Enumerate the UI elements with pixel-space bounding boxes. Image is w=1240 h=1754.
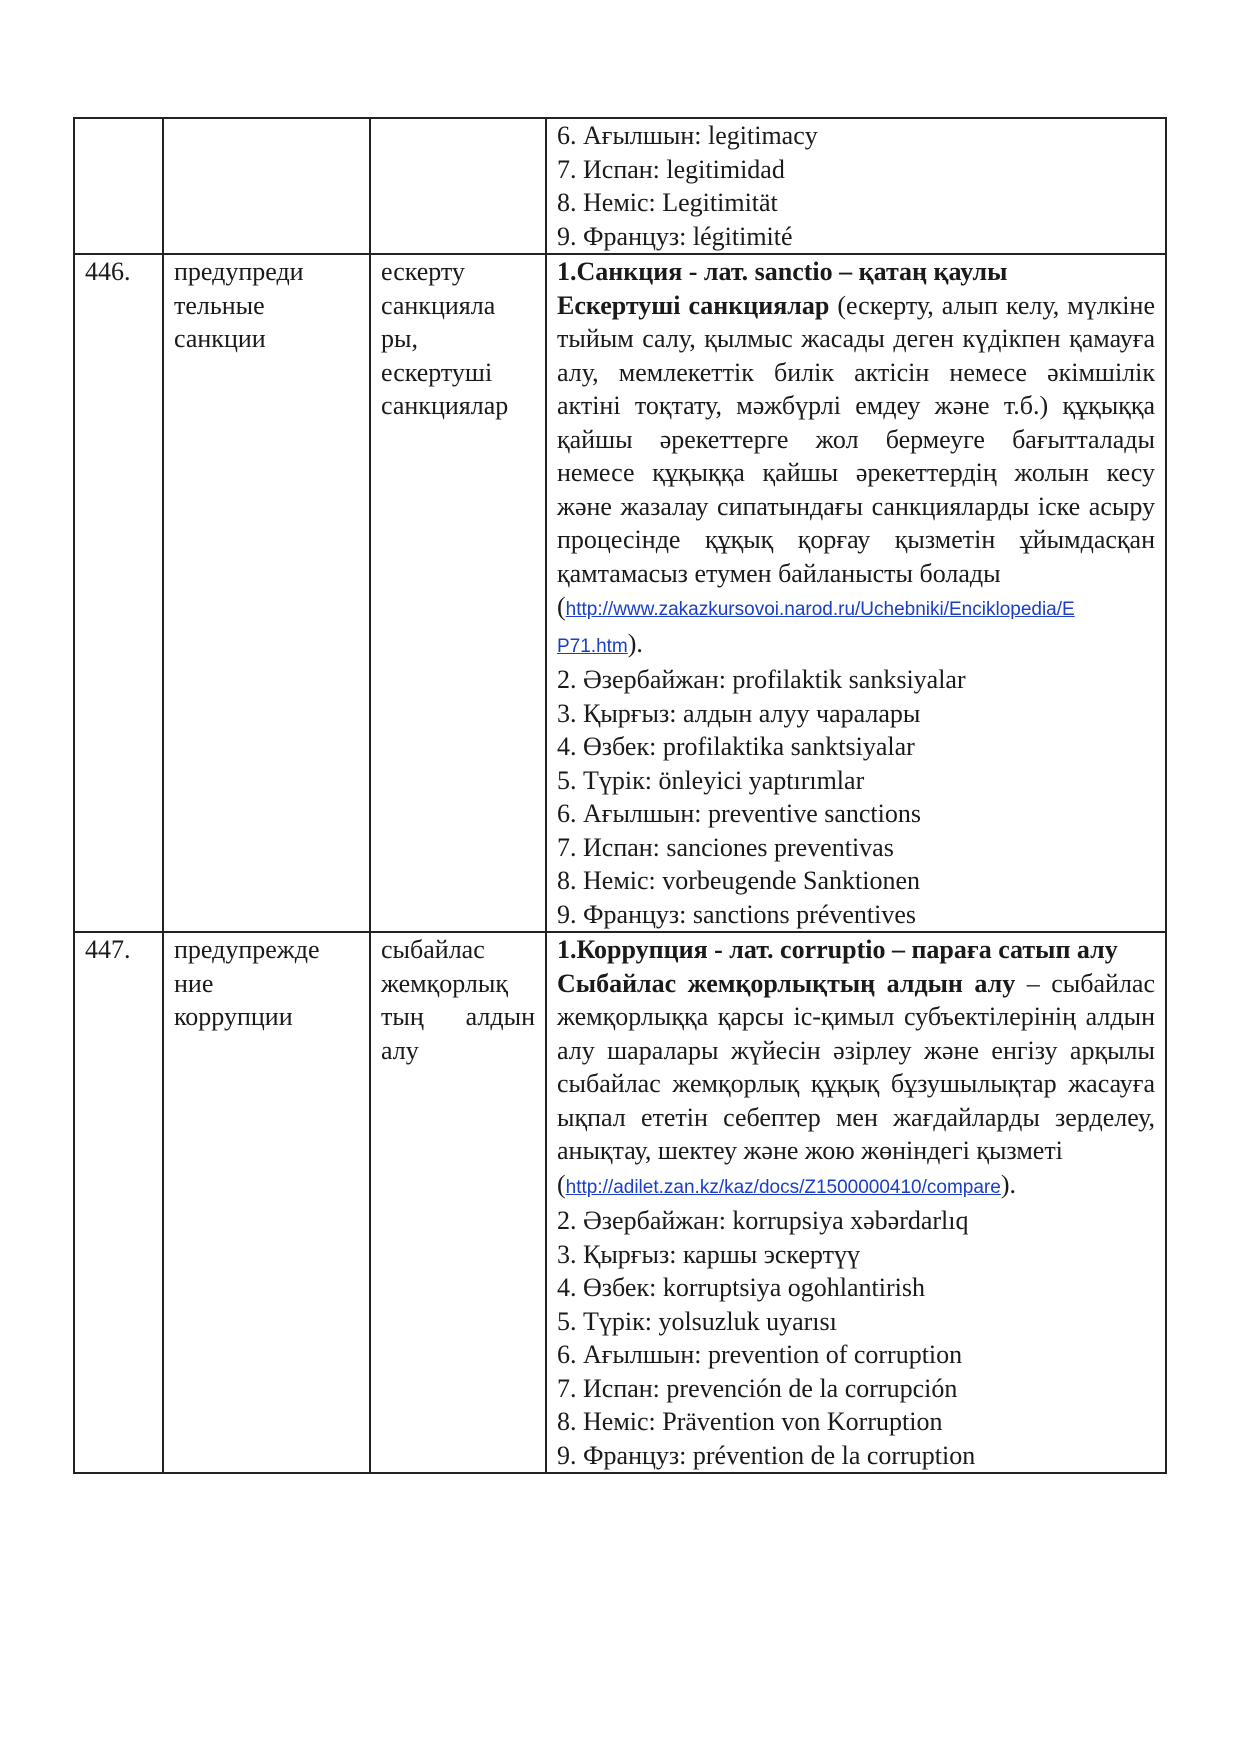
translation-line: 5. Түрік: önleyici yaptırımlar <box>557 765 865 795</box>
kazakh-term <box>370 254 546 932</box>
translation-line: 6. Ағылшын: legitimacy <box>557 121 818 150</box>
translation-line: 3. Қырғыз: алдын алуу чаралары <box>557 698 921 728</box>
definition-text <box>557 967 1155 1168</box>
term-bold: Ескертуші санкциялар <box>557 290 830 320</box>
translation-line: 9. Француз: sanctions préventives <box>557 899 917 929</box>
translation-line: 4. Өзбек: korruptsiya ogohlantirish <box>557 1273 925 1302</box>
term-bold: Сыбайлас жемқорлықтың алдын алу <box>557 968 1016 998</box>
table-row <box>74 932 1166 1473</box>
source-link-line: (http://adilet.zan.kz/kaz/docs/Z1500000410/compare). <box>557 1169 1016 1199</box>
source-link[interactable]: http://adilet.zan.kz/kaz/docs/Z1500000410/compare <box>565 1176 1001 1198</box>
definition-cell <box>546 254 1166 932</box>
translation-line: 3. Қырғыз: каршы эскертүү <box>557 1239 860 1269</box>
translation-line: 7. Испан: legitimidad <box>557 154 785 184</box>
source-link-line: P71.htm). <box>557 628 643 658</box>
kazakh-term: сыбайлас жемқорлық тың алдын алу <box>370 932 546 1473</box>
russian-term <box>163 118 370 254</box>
translation-line: 2. Әзербайжан: profilaktik sanksiyalar <box>557 665 966 694</box>
translation-line: 9. Француз: légitimité <box>557 221 793 251</box>
russian-term <box>163 932 370 1473</box>
russian-term-line: санкции <box>174 324 266 353</box>
russian-term-line: предупреди <box>174 257 304 286</box>
table-row <box>74 254 1166 932</box>
entry-number: 447. <box>74 932 163 1473</box>
definition-cell <box>546 932 1166 1473</box>
definition-body: (ескерту, алып келу, мүлкіне тыйым салу, қылмыс жасады деген күдікпен қамауға алу, мемлекеттік билік актісін немесе әкімшілік актіні тоқтату, мәжбүрлі емдеу және т.б.) құқыққа қайшы әрекеттерге жол бермеуге бағытталады немесе құқыққа қайшы әрекеттердің жолын кесу және жазалау сипатындағы санкцияларды іске асыру процесінде құқық қорғау қызметін ұйымдасқан қамтамасыз етумен байланысты болады <box>557 290 1155 588</box>
translation-line: 6. Ағылшын: preventive sanctions <box>557 799 921 828</box>
kazakh-term-line: санкцияла <box>381 290 496 320</box>
russian-term <box>163 254 370 932</box>
source-link-part1[interactable]: http://www.zakazkursovoi.narod.ru/Uchebniki/Enciklopedia/E <box>565 599 1075 620</box>
translation-line: 2. Әзербайжан: korrupsiya xəbərdarlıq <box>557 1206 969 1235</box>
table-row <box>74 118 1166 254</box>
russian-term-line: предупрежде <box>174 935 320 964</box>
translation-line: 8. Неміс: vorbeugende Sanktionen <box>557 866 921 895</box>
translation-line: 4. Өзбек: profilaktika sanktsiyalar <box>557 732 915 761</box>
russian-term-line: коррупции <box>174 1002 293 1031</box>
translation-line: 7. Испан: sanciones preventivas <box>557 832 894 862</box>
russian-term-line: ние <box>174 968 214 998</box>
entry-number: 446. <box>74 254 163 932</box>
source-link-line: (http://www.zakazkursovoi.narod.ru/Uchebniki/Enciklopedia/E <box>557 592 1075 621</box>
etymology: 1.Коррупция - лат. corruptio – параға сатып алу <box>557 935 1118 964</box>
definition-text <box>557 289 1155 591</box>
kazakh-term-line: ескерту <box>381 257 465 286</box>
definition-body: – сыбайлас жемқорлыққа қарсы іс-қимыл субъектілерінің алдын алу шаралары жүйесін әзірлеу және енгізу арқылы сыбайлас жемқорлық құқық бұзушылықтар жасауға ықпал ететін себептер мен жағдайларды зерделеу, анықтау, шектеу және жою жөніндегі қызметі <box>557 968 1156 1165</box>
translation-line: 8. Неміс: Legitimität <box>557 188 778 217</box>
kazakh-term-line: ры, <box>381 324 418 353</box>
translation-line: 5. Түрік: yolsuzluk uyarısı <box>557 1306 837 1336</box>
kazakh-term-line: санкциялар <box>381 391 509 420</box>
definition-cell <box>546 118 1166 254</box>
glossary-table <box>73 117 1167 1474</box>
entry-number <box>74 118 163 254</box>
translation-line: 7. Испан: prevención de la corrupción <box>557 1373 958 1403</box>
translation-line: 9. Француз: prévention de la corruption <box>557 1440 976 1470</box>
source-link-part2[interactable]: P71.htm <box>557 635 628 657</box>
translation-line: 6. Ағылшын: prevention of corruption <box>557 1340 963 1369</box>
kazakh-term-line: ескертуші <box>381 357 493 387</box>
translation-line: 8. Неміс: Prävention von Korruption <box>557 1407 943 1436</box>
etymology: 1.Санкция - лат. sanctio – қатаң қаулы <box>557 257 1008 286</box>
kazakh-term <box>370 118 546 254</box>
russian-term-line: тельные <box>174 290 265 320</box>
